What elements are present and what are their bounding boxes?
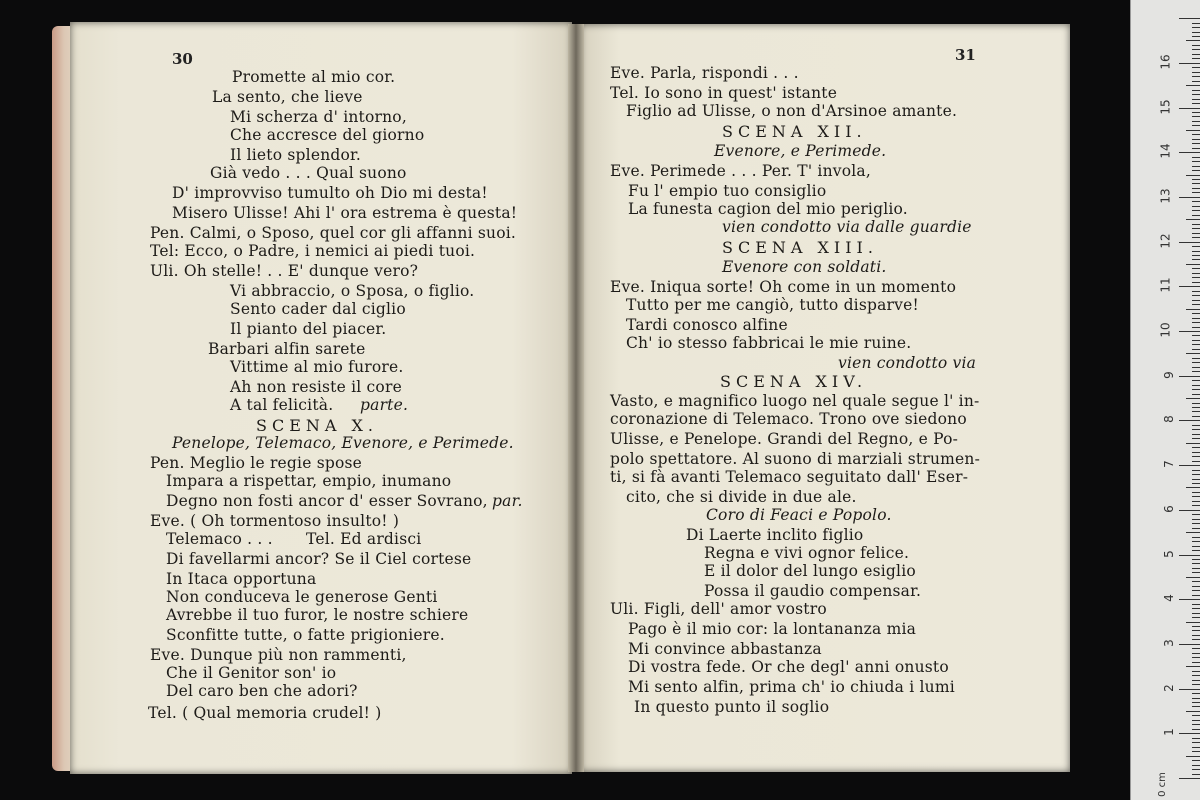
left-page-text-line: Avrebbe il tuo furor, le nostre schiere	[166, 606, 469, 624]
right-page-text-line: In questo punto il soglio	[634, 698, 830, 716]
ruler-tick	[1179, 331, 1200, 332]
ruler-tick	[1192, 54, 1200, 55]
ruler-tick	[1192, 273, 1200, 274]
ruler-number: 9	[1162, 370, 1177, 379]
ruler-tick	[1192, 411, 1200, 412]
ruler-tick	[1192, 456, 1200, 457]
ruler-tick	[1192, 653, 1200, 654]
right-page-text-line: Vasto, e magnifico luogo nel quale segue l' in-	[610, 392, 980, 410]
ruler-tick	[1179, 18, 1200, 19]
ruler-tick	[1192, 546, 1200, 547]
right-page-text-line: Possa il gaudio compensar.	[704, 582, 922, 600]
ruler-tick	[1179, 108, 1200, 109]
ruler-tick	[1186, 711, 1200, 712]
ruler-tick	[1192, 403, 1200, 404]
ruler-tick	[1186, 219, 1200, 220]
left-page-text-line: Eve. ( Oh tormentoso insulto! )	[150, 512, 400, 530]
right-page-text-line: Tardi conosco alfine	[626, 316, 788, 334]
ruler-tick	[1192, 479, 1200, 480]
ruler-tick	[1192, 429, 1200, 430]
ruler-tick	[1192, 514, 1200, 515]
ruler-tick	[1192, 747, 1200, 748]
ruler-tick	[1192, 563, 1200, 564]
ruler-tick	[1192, 760, 1200, 761]
ruler-tick	[1192, 657, 1200, 658]
ruler-tick	[1192, 698, 1200, 699]
ruler-tick	[1192, 27, 1200, 28]
ruler-tick	[1186, 175, 1200, 176]
ruler-tick	[1192, 210, 1200, 211]
ruler-tick	[1192, 251, 1200, 252]
ruler-tick	[1192, 259, 1200, 260]
right-page-text-line: Eve. Parla, rispondi . . .	[610, 64, 799, 82]
ruler-tick	[1192, 81, 1200, 82]
ruler-number: 4	[1162, 594, 1177, 603]
ruler-tick	[1179, 555, 1200, 556]
stage-direction-par: par.	[492, 492, 523, 510]
ruler-tick	[1192, 300, 1200, 301]
ruler-tick	[1192, 774, 1200, 775]
ruler-tick	[1186, 487, 1200, 488]
ruler-tick	[1192, 550, 1200, 551]
ruler-tick	[1192, 349, 1200, 350]
ruler-tick	[1192, 94, 1200, 95]
ruler-tick	[1192, 237, 1200, 238]
left-page-text-line: Ah non resiste il core	[230, 378, 402, 396]
right-page-text-line: Ulisse, e Penelope. Grandi del Regno, e Po-	[610, 430, 959, 448]
ruler-tick	[1192, 201, 1200, 202]
ruler-tick	[1192, 523, 1200, 524]
left-page-text-line: Degno non fosti ancor d' esser Sovrano,	[166, 492, 488, 510]
ruler-tick	[1192, 224, 1200, 225]
ruler-tick	[1192, 648, 1200, 649]
left-page-text-line: Tel. ( Qual memoria crudel! )	[148, 704, 382, 722]
ruler-tick	[1192, 416, 1200, 417]
left-page-text-line: Promette al mio cor.	[232, 68, 396, 86]
left-page-text-line: Pen. Meglio le regie spose	[150, 454, 363, 472]
ruler-number: 11	[1158, 277, 1173, 293]
ruler-tick	[1192, 470, 1200, 471]
ruler-tick	[1192, 407, 1200, 408]
ruler-tick	[1192, 72, 1200, 73]
ruler-tick	[1192, 702, 1200, 703]
right-page-text-line: Di Laerte inclito figlio	[686, 526, 864, 544]
right-page-text-line: Mi convince abbastanza	[628, 640, 822, 658]
left-page-text-line: Sento cader dal ciglio	[230, 300, 406, 318]
inline-tel-line: Tel. Ed ardisci	[306, 530, 422, 548]
left-page-text-line: Vittime al mio furore.	[230, 358, 404, 376]
right-page-text-line: cito, che si divide in due ale.	[626, 488, 857, 506]
ruler-tick	[1192, 581, 1200, 582]
ruler-tick	[1192, 675, 1200, 676]
left-page-text-line: Di favellarmi ancor? Se il Ciel cortese	[166, 550, 472, 568]
ruler-tick	[1192, 121, 1200, 122]
ruler-tick	[1192, 291, 1200, 292]
ruler-tick	[1192, 496, 1200, 497]
ruler-tick	[1192, 765, 1200, 766]
ruler-tick	[1192, 474, 1200, 475]
right-page-text-line: Coro di Feaci e Popolo.	[706, 506, 892, 524]
ruler-tick	[1186, 309, 1200, 310]
ruler-tick	[1192, 501, 1200, 502]
right-page-text-line: Di vostra fede. Or che degl' anni onusto	[628, 658, 949, 676]
ruler-tick	[1192, 340, 1200, 341]
ruler-tick	[1192, 277, 1200, 278]
ruler-tick	[1192, 434, 1200, 435]
ruler-number: 7	[1162, 460, 1177, 468]
left-page-text-line: Non conduceva le generose Genti	[166, 588, 438, 606]
ruler-tick	[1192, 604, 1200, 605]
ruler-tick	[1192, 327, 1200, 328]
ruler-tick	[1192, 228, 1200, 229]
right-page-text-line: Regna e vivi ognor felice.	[704, 544, 910, 562]
left-page-text-line: Vi abbraccio, o Sposa, o figlio.	[230, 282, 475, 300]
right-page-text-line: polo spettatore. Al suono di marziali strumen-	[610, 450, 981, 468]
ruler-tick	[1192, 608, 1200, 609]
ruler-tick	[1192, 268, 1200, 269]
ruler-tick	[1192, 572, 1200, 573]
ruler-tick	[1192, 595, 1200, 596]
ruler-tick	[1192, 36, 1200, 37]
ruler-tick	[1192, 215, 1200, 216]
ruler-tick	[1192, 505, 1200, 506]
ruler-tick	[1192, 630, 1200, 631]
ruler-tick	[1192, 282, 1200, 283]
ruler-tick	[1186, 622, 1200, 623]
ruler-tick	[1192, 23, 1200, 24]
ruler-number: 14	[1158, 143, 1173, 159]
ruler-tick	[1192, 192, 1200, 193]
right-page-text-line: SCENA XIV.	[720, 372, 868, 391]
ruler-tick	[1192, 483, 1200, 484]
right-page-text-line: E il dolor del lungo esiglio	[704, 562, 916, 580]
right-page-text-line: Figlio ad Ulisse, o non d'Arsinoe amante.	[626, 102, 958, 120]
ruler-tick	[1192, 684, 1200, 685]
ruler-tick	[1192, 76, 1200, 77]
ruler-tick	[1192, 371, 1200, 372]
ruler-tick	[1192, 461, 1200, 462]
ruler-tick	[1192, 255, 1200, 256]
left-page-text-line: Penelope, Telemaco, Evenore, e Perimede.	[172, 434, 514, 452]
ruler-tick	[1192, 134, 1200, 135]
ruler-tick	[1192, 586, 1200, 587]
left-page-text-line: In Itaca opportuna	[166, 570, 317, 588]
ruler-tick	[1192, 58, 1200, 59]
ruler-tick	[1186, 577, 1200, 578]
right-page-text-line: Uli. Figli, dell' amor vostro	[610, 600, 827, 618]
ruler-tick	[1186, 264, 1200, 265]
ruler-tick	[1186, 353, 1200, 354]
ruler-tick	[1192, 45, 1200, 46]
ruler-tick	[1192, 385, 1200, 386]
right-page-text-line: Pago è il mio cor: la lontananza mia	[628, 620, 917, 638]
ruler-number: 6	[1162, 504, 1177, 513]
left-page-text-line: Che accresce del giorno	[230, 126, 425, 144]
stage-direction-parte: parte.	[360, 396, 409, 414]
ruler-tick	[1179, 599, 1200, 600]
ruler-tick	[1179, 510, 1200, 511]
ruler-tick	[1192, 528, 1200, 529]
ruler-unit-label: 0 cm	[1157, 772, 1169, 797]
right-page-text-line: Tutto per me cangiò, tutto disparve!	[626, 296, 919, 314]
left-page-text-line: Mi scherza d' intorno,	[230, 108, 407, 126]
ruler-tick	[1192, 715, 1200, 716]
ruler-tick	[1192, 362, 1200, 363]
ruler-tick	[1179, 286, 1200, 287]
ruler-tick	[1192, 358, 1200, 359]
ruler-tick	[1192, 447, 1200, 448]
ruler-tick	[1192, 720, 1200, 721]
ruler-tick	[1186, 532, 1200, 533]
ruler-tick	[1192, 389, 1200, 390]
ruler-tick	[1192, 170, 1200, 171]
ruler-tick	[1192, 295, 1200, 296]
ruler-tick	[1192, 344, 1200, 345]
ruler-tick	[1192, 635, 1200, 636]
ruler-tick	[1192, 246, 1200, 247]
ruler-tick	[1192, 729, 1200, 730]
right-page-number: 31	[955, 46, 976, 64]
ruler-tick	[1192, 148, 1200, 149]
ruler-tick	[1192, 318, 1200, 319]
ruler-tick	[1192, 335, 1200, 336]
measuring-ruler	[1130, 0, 1200, 800]
ruler-tick	[1192, 568, 1200, 569]
ruler-tick	[1192, 139, 1200, 140]
ruler-tick	[1192, 313, 1200, 314]
ruler-tick	[1179, 152, 1200, 153]
ruler-number: 15	[1158, 98, 1173, 115]
left-page-text-line: Sconfitte tutte, o fatte prigioniere.	[166, 626, 445, 644]
left-page-text-line: Il pianto del piacer.	[230, 320, 387, 338]
right-page-text-line: vien condotto via	[838, 354, 977, 372]
ruler-tick	[1192, 49, 1200, 50]
ruler-tick	[1192, 769, 1200, 770]
left-page-text-line: Eve. Dunque più non rammenti,	[150, 646, 407, 664]
ruler-tick	[1192, 706, 1200, 707]
ruler-tick	[1192, 626, 1200, 627]
right-page-text-line: SCENA XIII.	[722, 238, 878, 257]
left-page-number: 30	[172, 50, 193, 68]
ruler-tick	[1192, 519, 1200, 520]
ruler-tick	[1192, 143, 1200, 144]
ruler-tick	[1192, 188, 1200, 189]
ruler-tick	[1192, 233, 1200, 234]
left-page-text-line: Il lieto splendor.	[230, 146, 362, 164]
ruler-tick	[1192, 161, 1200, 162]
ruler-tick	[1179, 197, 1200, 198]
ruler-tick	[1179, 733, 1200, 734]
ruler-tick	[1192, 157, 1200, 158]
right-page-text-line: Evenore, e Perimede.	[714, 142, 887, 160]
ruler-tick	[1192, 537, 1200, 538]
left-page-text-line: La sento, che lieve	[212, 88, 363, 106]
ruler-tick	[1179, 465, 1200, 466]
ruler-tick	[1179, 376, 1200, 377]
ruler-tick	[1192, 613, 1200, 614]
ruler-number: 3	[1162, 639, 1177, 647]
right-page-text-line: vien condotto via dalle guardie	[722, 218, 972, 236]
ruler-tick	[1192, 662, 1200, 663]
ruler-tick	[1179, 778, 1200, 779]
right-page-text-line: Evenore con soldati.	[722, 258, 887, 276]
ruler-tick	[1179, 644, 1200, 645]
ruler-number: 10	[1158, 322, 1173, 338]
ruler-tick	[1186, 40, 1200, 41]
ruler-tick	[1192, 693, 1200, 694]
right-page-text-line: ti, si fà avanti Telemaco seguitato dall' Eser-	[610, 468, 969, 486]
ruler-tick	[1192, 680, 1200, 681]
ruler-tick	[1192, 438, 1200, 439]
right-page-text-line: Eve. Perimede . . . Per. T' invola,	[610, 162, 871, 180]
ruler-tick	[1192, 32, 1200, 33]
left-page-text-line: Del caro ben che adori?	[166, 682, 358, 700]
ruler-tick	[1192, 90, 1200, 91]
ruler-number: 2	[1162, 683, 1177, 692]
ruler-tick	[1186, 756, 1200, 757]
ruler-tick	[1192, 380, 1200, 381]
ruler-tick	[1192, 541, 1200, 542]
ruler-tick	[1186, 443, 1200, 444]
ruler-tick	[1192, 617, 1200, 618]
book-gutter	[568, 24, 584, 772]
ruler-tick	[1192, 206, 1200, 207]
ruler-tick	[1192, 724, 1200, 725]
ruler-tick	[1192, 425, 1200, 426]
ruler-tick	[1192, 116, 1200, 117]
ruler-tick	[1192, 322, 1200, 323]
left-page-text-line: Impara a rispettar, empio, inumano	[166, 472, 452, 490]
right-page-text-line: Ch' io stesso fabbricai le mie ruine.	[626, 334, 912, 352]
ruler-tick	[1179, 242, 1200, 243]
right-page-text-line: Tel. Io sono in quest' istante	[610, 84, 838, 102]
ruler-tick	[1192, 125, 1200, 126]
left-page-text-line: Tel: Ecco, o Padre, i nemici ai piedi tuoi.	[150, 242, 476, 260]
right-page-text-line: Eve. Iniqua sorte! Oh come in un momento	[610, 278, 957, 296]
ruler-number: 16	[1158, 54, 1173, 70]
left-page-text-line: Già vedo . . . Qual suono	[210, 164, 407, 182]
ruler-tick	[1186, 85, 1200, 86]
ruler-number: 5	[1162, 549, 1177, 558]
ruler-tick	[1192, 751, 1200, 752]
ruler-number: 1	[1162, 728, 1177, 737]
ruler-tick	[1192, 183, 1200, 184]
left-page-text-line: Che il Genitor son' io	[166, 664, 337, 682]
ruler-tick	[1192, 738, 1200, 739]
ruler-number: 13	[1158, 188, 1173, 204]
left-page-text-line: Misero Ulisse! Ahi l' ora estrema è questa!	[172, 204, 518, 222]
right-page-text-line: Mi sento alfin, prima ch' io chiuda i lumi	[628, 678, 955, 696]
ruler-tick	[1192, 99, 1200, 100]
ruler-tick	[1186, 398, 1200, 399]
ruler-tick	[1192, 103, 1200, 104]
left-page-text-line: D' improvviso tumulto oh Dio mi desta!	[172, 184, 488, 202]
left-page-text-line: Telemaco . . .	[166, 530, 273, 548]
ruler-tick	[1192, 67, 1200, 68]
ruler-tick	[1179, 63, 1200, 64]
right-page-text-line: La funesta cagion del mio periglio.	[628, 200, 908, 218]
left-page-text-line: Barbari alfin sarete	[208, 340, 366, 358]
right-page-text-line: Fu l' empio tuo consiglio	[628, 182, 827, 200]
ruler-tick	[1192, 452, 1200, 453]
ruler-tick	[1192, 304, 1200, 305]
ruler-tick	[1192, 639, 1200, 640]
ruler-tick	[1192, 559, 1200, 560]
left-page-text-line: SCENA X.	[256, 416, 378, 435]
left-page-text-line: Uli. Oh stelle! . . E' dunque vero?	[150, 262, 419, 280]
ruler-tick	[1179, 420, 1200, 421]
ruler-tick	[1192, 671, 1200, 672]
ruler-number: 8	[1162, 415, 1177, 424]
left-page-text-line: A tal felicità.	[230, 396, 334, 414]
right-page-text-line: SCENA XII.	[722, 122, 867, 141]
right-page-text-line: coronazione di Telemaco. Trono ove siedono	[610, 410, 967, 428]
ruler-tick	[1192, 590, 1200, 591]
ruler-tick	[1192, 492, 1200, 493]
ruler-tick	[1192, 166, 1200, 167]
ruler-tick	[1192, 112, 1200, 113]
ruler-tick	[1192, 179, 1200, 180]
ruler-tick	[1186, 130, 1200, 131]
ruler-tick	[1192, 367, 1200, 368]
ruler-number: 12	[1158, 232, 1173, 249]
ruler-tick	[1192, 742, 1200, 743]
ruler-tick	[1179, 689, 1200, 690]
ruler-tick	[1186, 666, 1200, 667]
ruler-tick	[1192, 394, 1200, 395]
left-page-text-line: Pen. Calmi, o Sposo, quel cor gli affanni suoi.	[150, 224, 517, 242]
